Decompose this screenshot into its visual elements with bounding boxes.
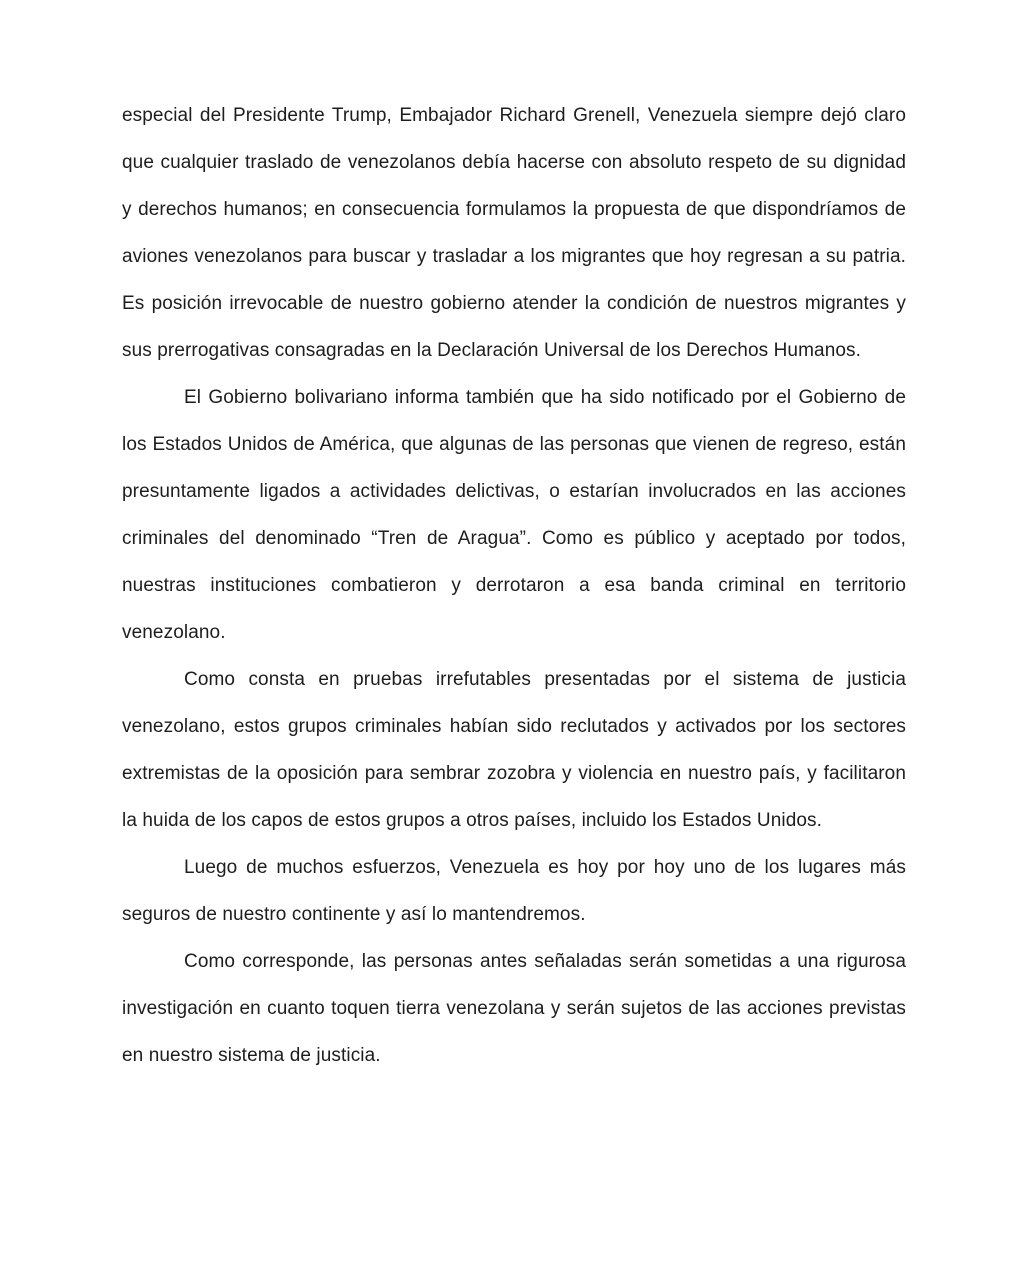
paragraph: especial del Presidente Trump, Embajador Richard Grenell, Venezuela siempre dejó claro que cualquier traslado de venezolanos debía hacerse con absoluto respeto de su dignidad y derechos humanos; en consecuencia formulamos la propuesta de que dispondríamos de aviones venezolanos para buscar y trasladar a los migrantes que hoy regresan a su patria. Es posición irrevocable de nuestro gobierno atender la condición de nuestros migrantes y sus prerrogativas consagradas en la Declaración Universal de los Derechos Humanos. bbox=[122, 105, 906, 361]
paragraph: Como consta en pruebas irrefutables presentadas por el sistema de justicia venezolano, estos grupos criminales habían sido reclutados y activados por los sectores extremistas de la oposición para sembrar zozobra y violencia en nuestro país, y facilitaron la huida de los capos de estos grupos a otros países, incluido los Estados Unidos. bbox=[122, 669, 906, 831]
paragraph: El Gobierno bolivariano informa también que ha sido notificado por el Gobierno de los Estados Unidos de América, que algunas de las personas que vienen de regreso, están presuntamente ligados a actividades delictivas, o estarían involucrados en las acciones criminales del denominado “Tren de Aragua”. Como es público y aceptado por todos, nuestras instituciones combatieron y derrotaron a esa banda criminal en territorio venezolano. bbox=[122, 387, 906, 643]
paragraph: Como corresponde, las personas antes señaladas serán sometidas a una rigurosa investigación en cuanto toquen tierra venezolana y serán sujetos de las acciones previstas en nuestro sistema de justicia. bbox=[122, 951, 906, 1066]
paragraph: Luego de muchos esfuerzos, Venezuela es hoy por hoy uno de los lugares más seguros de nuestro continente y así lo mantendremos. bbox=[122, 857, 906, 925]
document-text-block bbox=[122, 92, 906, 1079]
